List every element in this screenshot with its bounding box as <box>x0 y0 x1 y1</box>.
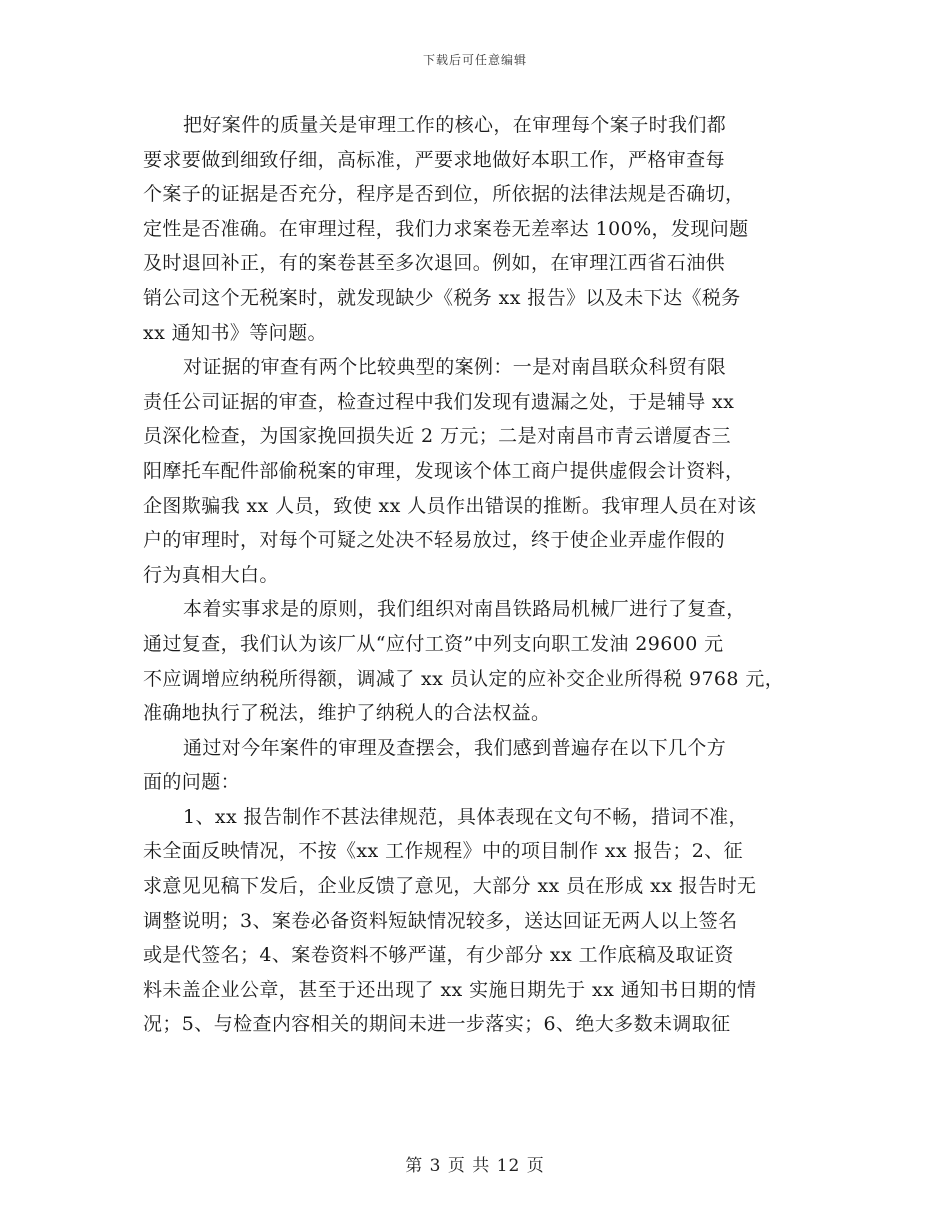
text-line: 行为真相大白。 <box>143 563 279 586</box>
text-line: 通过复查，我们认为该厂从“应付工资”中列支向职工发油 29600 元 <box>143 632 724 655</box>
page-header: 下载后可任意编辑 <box>422 53 527 67</box>
text-line: 未全面反映情况，不按《xx 工作规程》中的项目制作 xx 报告；2、征 <box>143 840 744 863</box>
text-line: 责任公司证据的审查，检查过程中我们发现有遗漏之处，于是辅导 xx <box>143 390 735 413</box>
document-body <box>143 108 808 1042</box>
text-line: 通过对今年案件的审理及查摆会，我们感到普遍存在以下几个方 <box>183 736 727 759</box>
text-line: 阳摩托车配件部偷税案的审理，发现该个体工商户提供虚假会计资料， <box>143 459 745 482</box>
text-line: 户的审理时，对每个可疑之处决不轻易放过，终于使企业弄虚作假的 <box>143 529 726 552</box>
text-line: 本着实事求是的原则，我们组织对南昌铁路局机械厂进行了复查， <box>183 598 746 621</box>
text-line: 员深化检查，为国家挽回损失近 2 万元；二是对南昌市青云谱厦杏三 <box>143 425 731 448</box>
paragraph-2 <box>143 350 808 592</box>
paragraph-5 <box>143 800 808 1042</box>
text-line: 调整说明；3、案卷必备资料短缺情况较多，送达回证无两人以上签名 <box>143 909 738 932</box>
text-line: 及时退回补正，有的案卷甚至多次退回。例如，在审理江西省石油供 <box>143 252 726 275</box>
text-line: 企图欺骗我 xx 人员，致使 xx 人员作出错误的推断。我审理人员在对该 <box>143 494 757 517</box>
text-line: 个案子的证据是否充分，程序是否到位，所依据的法律法规是否确切， <box>143 183 745 206</box>
page-number-footer: 第 3 页 共 12 页 <box>405 1156 545 1176</box>
paragraph-1 <box>143 108 808 350</box>
text-line: xx 通知书》等问题。 <box>143 321 327 344</box>
text-line: 销公司这个无税案时，就发现缺少《税务 xx 报告》以及未下达《税务 <box>143 286 741 309</box>
text-line: 或是代签名；4、案卷资料不够严谨，有少部分 xx 工作底稿及取证资 <box>143 944 734 967</box>
text-line: 面的问题： <box>143 771 241 794</box>
text-line: 对证据的审查有两个比较典型的案例：一是对南昌联众科贸有限 <box>183 356 727 379</box>
text-line: 求意见见稿下发后，企业反馈了意见，大部分 xx 员在形成 xx 报告时无 <box>143 875 757 898</box>
text-line: 把好案件的质量关是审理工作的核心，在审理每个案子时我们都 <box>183 114 727 136</box>
text-line: 准确地执行了税法，维护了纳税人的合法权益。 <box>143 702 551 725</box>
text-line: 要求要做到细致仔细，高标准，严要求地做好本职工作，严格审查每 <box>143 148 726 171</box>
text-line: 料未盖企业公章，甚至于还出现了 xx 实施日期先于 xx 通知书日期的情 <box>143 978 757 1001</box>
paragraph-3 <box>143 592 808 730</box>
text-line: 不应调增应纳税所得额，调减了 xx 员认定的应补交企业所得税 9768 元， <box>143 667 785 690</box>
text-line: 定性是否准确。在审理过程，我们力求案卷无差率达 100%，发现问题 <box>143 217 749 240</box>
text-line: 况；5、与检查内容相关的期间未进一步落实；6、绝大多数未调取征 <box>143 1013 731 1036</box>
text-line: 1、xx 报告制作不甚法律规范，具体表现在文句不畅，措词不准， <box>183 805 748 828</box>
paragraph-4 <box>143 731 808 800</box>
